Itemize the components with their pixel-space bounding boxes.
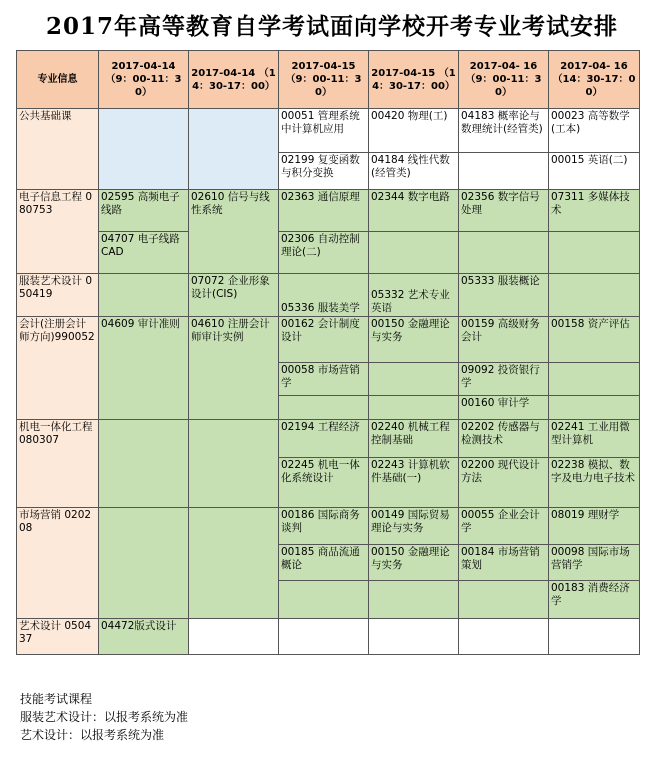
course-cell: 05333 服装概论 [459, 274, 549, 317]
course-cell: 02194 工程经济 [279, 420, 369, 458]
course-cell: 02595 高频电子线路 [99, 190, 189, 232]
table-cell [369, 581, 459, 619]
table-cell [369, 363, 459, 396]
course-cell: 00149 国际贸易理论与实务 [369, 508, 459, 545]
course-cell: 09092 投资银行学 [459, 363, 549, 396]
notes-section [20, 690, 188, 744]
table-cell [369, 619, 459, 655]
course-cell: 08019 理财学 [549, 508, 640, 545]
header-slot-6: 2017-04- 16 （14：30-17：00） [549, 51, 640, 109]
table-row [17, 274, 640, 317]
major-public: 公共基础课 [17, 109, 99, 190]
table-cell [459, 619, 549, 655]
table-cell [369, 396, 459, 420]
course-cell: 04184 线性代数(经管类) [369, 153, 459, 190]
major-accounting: 会计(注册会计师方向)990052 [17, 317, 99, 420]
table-row [17, 190, 640, 232]
header-slot-2: 2017-04-14 （14：30-17：00） [189, 51, 279, 109]
header-slot-4: 2017-04-15 （14：30-17：00） [369, 51, 459, 109]
note-art: 艺术设计：以报考系统为准 [20, 728, 165, 742]
course-cell: 00051 管理系统中计算机应用 [279, 109, 369, 153]
course-cell: 02202 传感器与检测技术 [459, 420, 549, 458]
course-cell: 07072 企业形象设计(CIS) [189, 274, 279, 317]
table-cell [279, 581, 369, 619]
table-cell [459, 232, 549, 274]
header-slot-5: 2017-04- 16 （9：00-11：30） [459, 51, 549, 109]
table-cell [189, 508, 279, 619]
table-cell [549, 274, 640, 317]
table-cell [549, 619, 640, 655]
course-cell: 02241 工业用微型计算机 [549, 420, 640, 458]
header-slot-1: 2017-04-14 （9：00-11：30） [99, 51, 189, 109]
table-cell [459, 153, 549, 190]
course-cell: 00015 英语(二) [549, 153, 640, 190]
major-art: 艺术设计 050437 [17, 619, 99, 655]
course-cell: 00150 金融理论与实务 [369, 317, 459, 363]
header-major-info: 专业信息 [17, 51, 99, 109]
course-cell: 02200 现代设计方法 [459, 458, 549, 508]
note-fashion: 服装艺术设计：以报考系统为准 [20, 710, 189, 724]
course-cell: 04609 审计准则 [99, 317, 189, 420]
course-cell: 00162 会计制度设计 [279, 317, 369, 363]
table-row [17, 232, 640, 274]
course-cell: 04472版式设计 [99, 619, 189, 655]
course-cell: 00098 国际市场营销学 [549, 545, 640, 581]
table-row [17, 508, 640, 545]
course-cell: 04183 概率论与数理统计(经管类) [459, 109, 549, 153]
table-cell [459, 581, 549, 619]
table-cell [279, 396, 369, 420]
course-cell: 02610 信号与线性系统 [189, 190, 279, 274]
table-cell [99, 274, 189, 317]
table-cell [189, 420, 279, 508]
table-cell [369, 232, 459, 274]
table-cell [189, 619, 279, 655]
course-cell: 04707 电子线路CAD [99, 232, 189, 274]
course-cell: 00184 市场营销策划 [459, 545, 549, 581]
course-cell: 00058 市场营销学 [279, 363, 369, 396]
header-row [17, 51, 640, 109]
table-cell [549, 363, 640, 396]
course-cell: 02344 数字电路 [369, 190, 459, 232]
table-row [17, 109, 640, 153]
course-cell: 00160 审计学 [459, 396, 549, 420]
table-row [17, 420, 640, 458]
course-cell: 00023 高等数学(工本) [549, 109, 640, 153]
major-electronic: 电子信息工程 080753 [17, 190, 99, 274]
course-cell: 04610 注册会计师审计实例 [189, 317, 279, 420]
course-cell: 02240 机械工程控制基础 [369, 420, 459, 458]
table-cell [99, 508, 189, 619]
course-cell: 00420 物理(工) [369, 109, 459, 153]
course-cell: 02306 自动控制理论(二) [279, 232, 369, 274]
course-cell: 02243 计算机软件基础(一) [369, 458, 459, 508]
course-cell: 00158 资产评估 [549, 317, 640, 363]
major-fashion: 服装艺术设计 050419 [17, 274, 99, 317]
table-cell [549, 396, 640, 420]
table-cell [99, 109, 189, 190]
course-cell: 05332 艺术专业英语 [369, 274, 459, 317]
exam-schedule-table [16, 50, 640, 655]
course-cell: 02363 通信原理 [279, 190, 369, 232]
table-cell [279, 619, 369, 655]
course-cell: 07311 多媒体技术 [549, 190, 640, 232]
course-cell: 00183 消费经济学 [549, 581, 640, 619]
course-cell: 02199 复变函数与积分变换 [279, 153, 369, 190]
course-cell: 05336 服装美学 [279, 274, 369, 317]
course-cell: 00150 金融理论与实务 [369, 545, 459, 581]
table-row [17, 317, 640, 363]
course-cell: 02238 模拟、数字及电力电子技术 [549, 458, 640, 508]
course-cell: 00055 企业会计学 [459, 508, 549, 545]
course-cell: 00159 高级财务会计 [459, 317, 549, 363]
page-title: 2017年高等教育自学考试面向学校开考专业考试安排 [45, 13, 618, 40]
notes-heading: 技能考试课程 [20, 692, 93, 706]
course-cell: 02356 数字信号处理 [459, 190, 549, 232]
header-slot-3: 2017-04-15 （9：00-11：30） [279, 51, 369, 109]
course-cell: 00186 国际商务谈判 [279, 508, 369, 545]
table-row [17, 619, 640, 655]
course-cell: 02245 机电一体化系统设计 [279, 458, 369, 508]
table-cell [549, 232, 640, 274]
table-cell [189, 109, 279, 190]
major-mechatronics: 机电一体化工程080307 [17, 420, 99, 508]
major-marketing: 市场营销 020208 [17, 508, 99, 619]
course-cell: 00185 商品流通概论 [279, 545, 369, 581]
table-cell [99, 420, 189, 508]
